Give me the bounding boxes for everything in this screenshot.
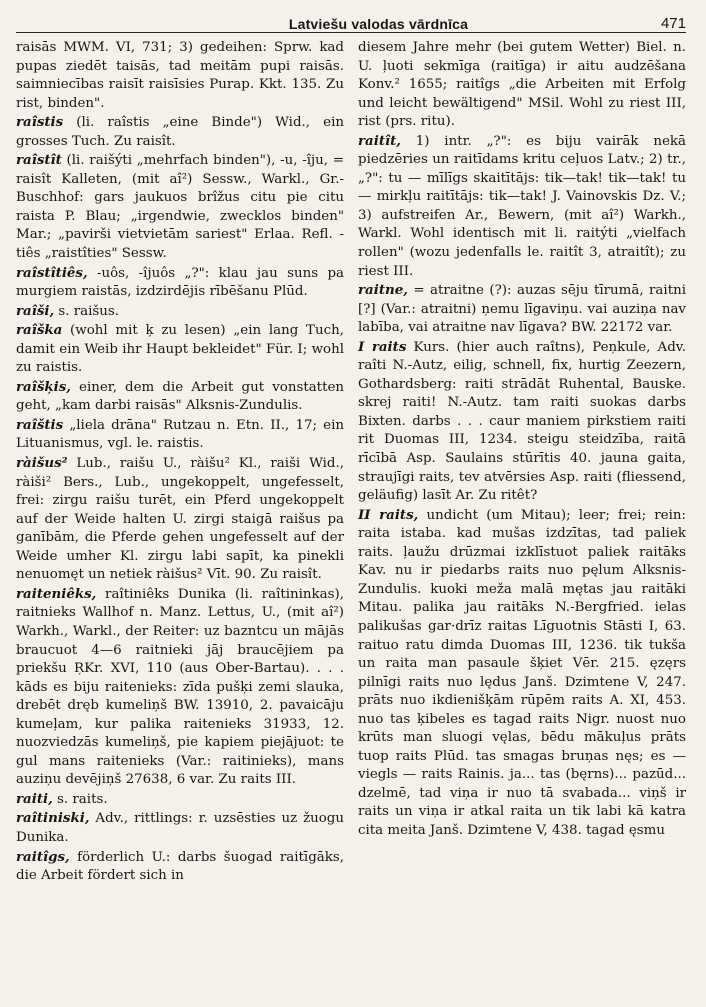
dictionary-entry: raîštis „liela drāna" Rutzau n. Etn. II., 17; ein Lituanismus, vgl. le. raistis. [16,416,344,452]
right-column [358,39,686,1004]
two-column-body [16,39,686,1004]
dictionary-entry: ràišus² Lub., raišu U., ràišu² Kl., raiši Wid., ràiši² Bers., Lub., ungekoppelt, ungefesselt, frei: zirgu raišu turēt, ein Pferd ungekoppelt auf der Weide halten U. zirgi staigā raišus pa ganībām, die Pferde gehen ungefesselt auf der Weide umher Kl. zirgu labi sapīt, ka pinekli nenuomęt un netiek ràišus² Vīt. 90. Zu raisît. [16,455,344,583]
dictionary-entry: raisās MWM. VI, 731; 3) gedeihen: Sprw. kad pupas ziedēt taisās, tad meitām pupi raisās. saimniecības raisīt raisīsies Purap. Kkt. 135. Zu rist, binden". [16,40,344,111]
dictionary-entry: raitne, = atraitne (?): auzas sēju tīrumā, raitni [?] (Var.: atraitni) ņemu līgaviņu. vai auziņa nav labība, vai atraitne nav līgava? BW. 22172 var. [358,282,686,336]
dictionary-entry: raitîgs, förderlich U.: darbs šuogad raitīgāks, die Arbeit fördert sich in [16,848,344,884]
dictionary-entry: raitît, 1) intr. „?": es biju vairāk nekā piedzēries un raitīdams kritu ceļuos Latv.; 2) tr., „?": tu — mīlīgs skaitītājs: tik—tak! tik—tak! tu — mirkļu raitītājs: tik—tak! J. Vainovskis Dz. V.; 3) aufstreifen Ar., Bewern, (mit aî²) Warkh., Warkl. Wohl identisch mit li. raitýti „vielfach rollen" (wozu jedenfalls le. raitît 3, atraitît); zu riest III. [358,132,686,279]
dictionary-entry: raîši, s. raišus. [16,302,120,319]
page-header [16,10,686,33]
dictionary-entry: raiteniêks, raîtiniêks Dunika (li. raîtininkas), raitnieks Wallhof n. Manz. Lettus, U., (mit aî²) Warkh., Warkl., der Reiter: uz bazntcu un mājās braucuot 4—6 raitnieki jāj braucējiem pa priekšu ŖKr. XVI, 110 (aus Ober-Bartau). . . . kāds es biju raitenieks: zīda pušķi zemi slauka, drebēt dręb kumeliņš BW. 13910, 2. pavaicāju kumeļam, kur palika raitenieks 31933, 12. nuozviedzās kumeliņš, pie kapiem piejājuot: te gul mans raitenieks (Var.: raitinieks), mans auziņu devējiņš 27638, 6 var. Zu raits III. [16,585,344,788]
page-number: 471 [660,15,686,32]
running-title: Latviešu valodas vārdnīca [288,16,469,32]
dictionary-entry: raîšķis, einer, dem die Arbeit gut vonstatten geht, „kam darbi raisās" Alksnis-Zundulis. [16,378,344,414]
dictionary-entry: raiti, s. raits. [16,790,108,807]
dictionary-entry: II raits, undicht (um Mitau); leer; frei; rein: raita istaba. kad mušas izdzītas, tad paliek raits. ļaužu drūzmai izklīstuot paliek raitāks Kav. nu ir piedarbs raits nuo pęlum Alksnis-Zundulis. kuoki meža malā mętas jau raitāki Mitau. palika jau raitāks N.-Bergfried. ielas palikušas gar·drīz raitas Līguotnis Stāsti I, 63. raituo ratu dimda Duomas III, 1236. tik tukša un raita man pasaule šķiet Vēr. 215. ęzęrs pilnīgi raits nuo lędus Janš. Dzimtene V, 247. prāts nuo ikdienišķām rūpēm raits A. XI, 453. nuo tas ķibeles es tagad raits Nigr. nuost nuo krūts man sluogi vęlas, bēdu mākuļus prāts tuop raits Plūd. tas smagas bruņas nęs; es — viegls — raits Rainis. ja... tas (bęrns)... pazūd... dzelmē, tad viņa ir nuo tā svabada... viņš ir raits un viņa ir atkal raita un tik labi kā katra cita meita Janš. Dzimtene V, 438. tagad ęsmu [358,506,686,838]
dictionary-entry: raîška (wohl mit ķ zu lesen) „ein lang Tuch, damit ein Weib ihr Haupt bekleidet" Für. I; wohl zu raistis. [16,322,344,376]
dictionary-entry: raîstîtiês, -uôs, -îjuôs „?": klau jau suns pa murgiem raistās, izdzirdējis rībēšanu Plūd. [16,264,344,300]
dictionary-entry: raîtiniski, Adv., rittlings: r. uzsēsties uz žuogu Dunika. [16,810,344,845]
dictionary-entry: I raits Kurs. (hier auch raîtns), Peņkule, Adv. raîti N.-Autz, eilig, schnell, fix, hurtig Zeezern, Gothardsberg: raiti strādāt Ruhental, Bauske. skrej raiti! N.-Autz. tam raiti suokas darbs Bixten. darbs . . . caur maniem pirkstiem raiti rit Duomas III, 1234. steigu steidzība, raitā rīcībā Asp. Saulains stūrītis 40. jauna gaita, straujīgi raits, tev atvērsies Asp. raiti (fliessend, geläufig) lasīt Ar. Zu ritêt? [358,338,686,504]
dictionary-entry: raîstît (li. raišýti „mehrfach binden"), -u, -îju, = raisît Kalleten, (mit aî²) Sessw., Warkl., Gr.-Buschhof: gars jaukuos brîžus citu pie citu raista P. Blau; „irgendwie, zwecklos binden" Mar.; „pavirši vietvietām sariest" Erlaa. Refl. -tiês „raistîties" Sessw. [16,152,344,262]
dictionary-entry: diesem Jahre mehr (bei gutem Wetter) Biel. n. U. ļuoti sekmīga (raitīga) ir aitu audzēšana Konv.² 1655; raitîgs „die Arbeiten mit Erfolg und leicht bewältigend" MSil. Wohl zu riest III, rist (prs. ritu). [358,40,686,130]
left-column [16,39,344,1004]
dictionary-entry: raîstis (li. raîstis „eine Binde") Wid., ein grosses Tuch. Zu raisît. [16,114,344,149]
